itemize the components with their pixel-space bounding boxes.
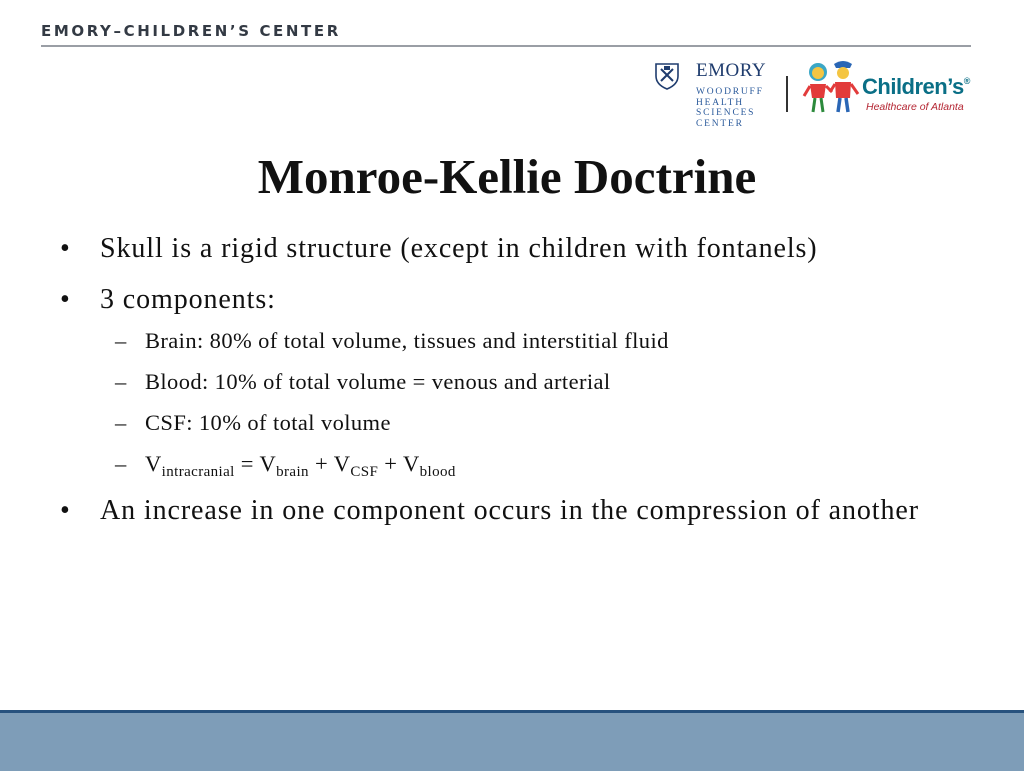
sub-bullet-dash: – xyxy=(115,328,127,353)
children-figures-icon xyxy=(800,58,864,118)
childrens-subtitle: Healthcare of Atlanta xyxy=(866,101,964,113)
formula-sub-brain: brain xyxy=(276,464,309,480)
formula-sub-blood: blood xyxy=(419,464,456,480)
emory-subtitle xyxy=(696,87,768,129)
formula-v: V xyxy=(333,451,351,476)
header-org-name: EMORY–CHILDREN’S CENTER xyxy=(41,22,341,40)
sub-bullet-dash: – xyxy=(115,410,127,435)
bullet-dot: • xyxy=(60,284,71,315)
emory-sub-line: WOODRUFF xyxy=(696,87,764,97)
logo-divider xyxy=(786,76,788,112)
formula-sub-intracranial: intracranial xyxy=(161,464,235,480)
childrens-logo xyxy=(800,58,976,120)
formula-v: V xyxy=(402,451,420,476)
formula-equals: = xyxy=(234,451,260,476)
volume-formula xyxy=(145,449,456,479)
sub-bullet-dash: – xyxy=(115,451,127,476)
formula-sub-csf: CSF xyxy=(350,464,379,480)
childrens-name xyxy=(862,74,970,100)
sub-bullet-text: CSF: 10% of total volume xyxy=(145,410,391,435)
sub-bullet-text: Brain: 80% of total volume, tissues and interstitial fluid xyxy=(145,328,669,353)
bullet-text: Skull is a rigid structure (except in children with fontanels) xyxy=(100,233,818,264)
formula-v: V xyxy=(145,451,162,476)
registered-mark: ® xyxy=(963,76,970,86)
sub-bullet-text: Blood: 10% of total volume = venous and arterial xyxy=(145,369,611,394)
slide-title: Monroe-Kellie Doctrine xyxy=(257,149,757,204)
sub-bullet-dash: – xyxy=(115,369,127,394)
bullet-text: An increase in one component occurs in the compression of another xyxy=(100,495,919,526)
formula-plus: + xyxy=(308,451,334,476)
header-divider xyxy=(41,45,971,47)
emory-sub-line: CENTER xyxy=(696,118,744,129)
emory-shield-icon xyxy=(654,62,680,90)
formula-plus: + xyxy=(378,451,403,476)
bullet-text: 3 components: xyxy=(100,284,276,315)
emory-sub-line: HEALTH xyxy=(696,97,744,108)
bullet-dot: • xyxy=(60,495,71,526)
emory-logo xyxy=(654,60,769,132)
emory-name: EMORY xyxy=(696,60,767,81)
formula-v: V xyxy=(259,451,277,476)
childrens-name-text: Children’s xyxy=(862,74,964,99)
emory-sub-line: SCIENCES xyxy=(696,108,756,118)
footer-band xyxy=(0,710,1024,771)
bullet-dot: • xyxy=(60,233,71,264)
